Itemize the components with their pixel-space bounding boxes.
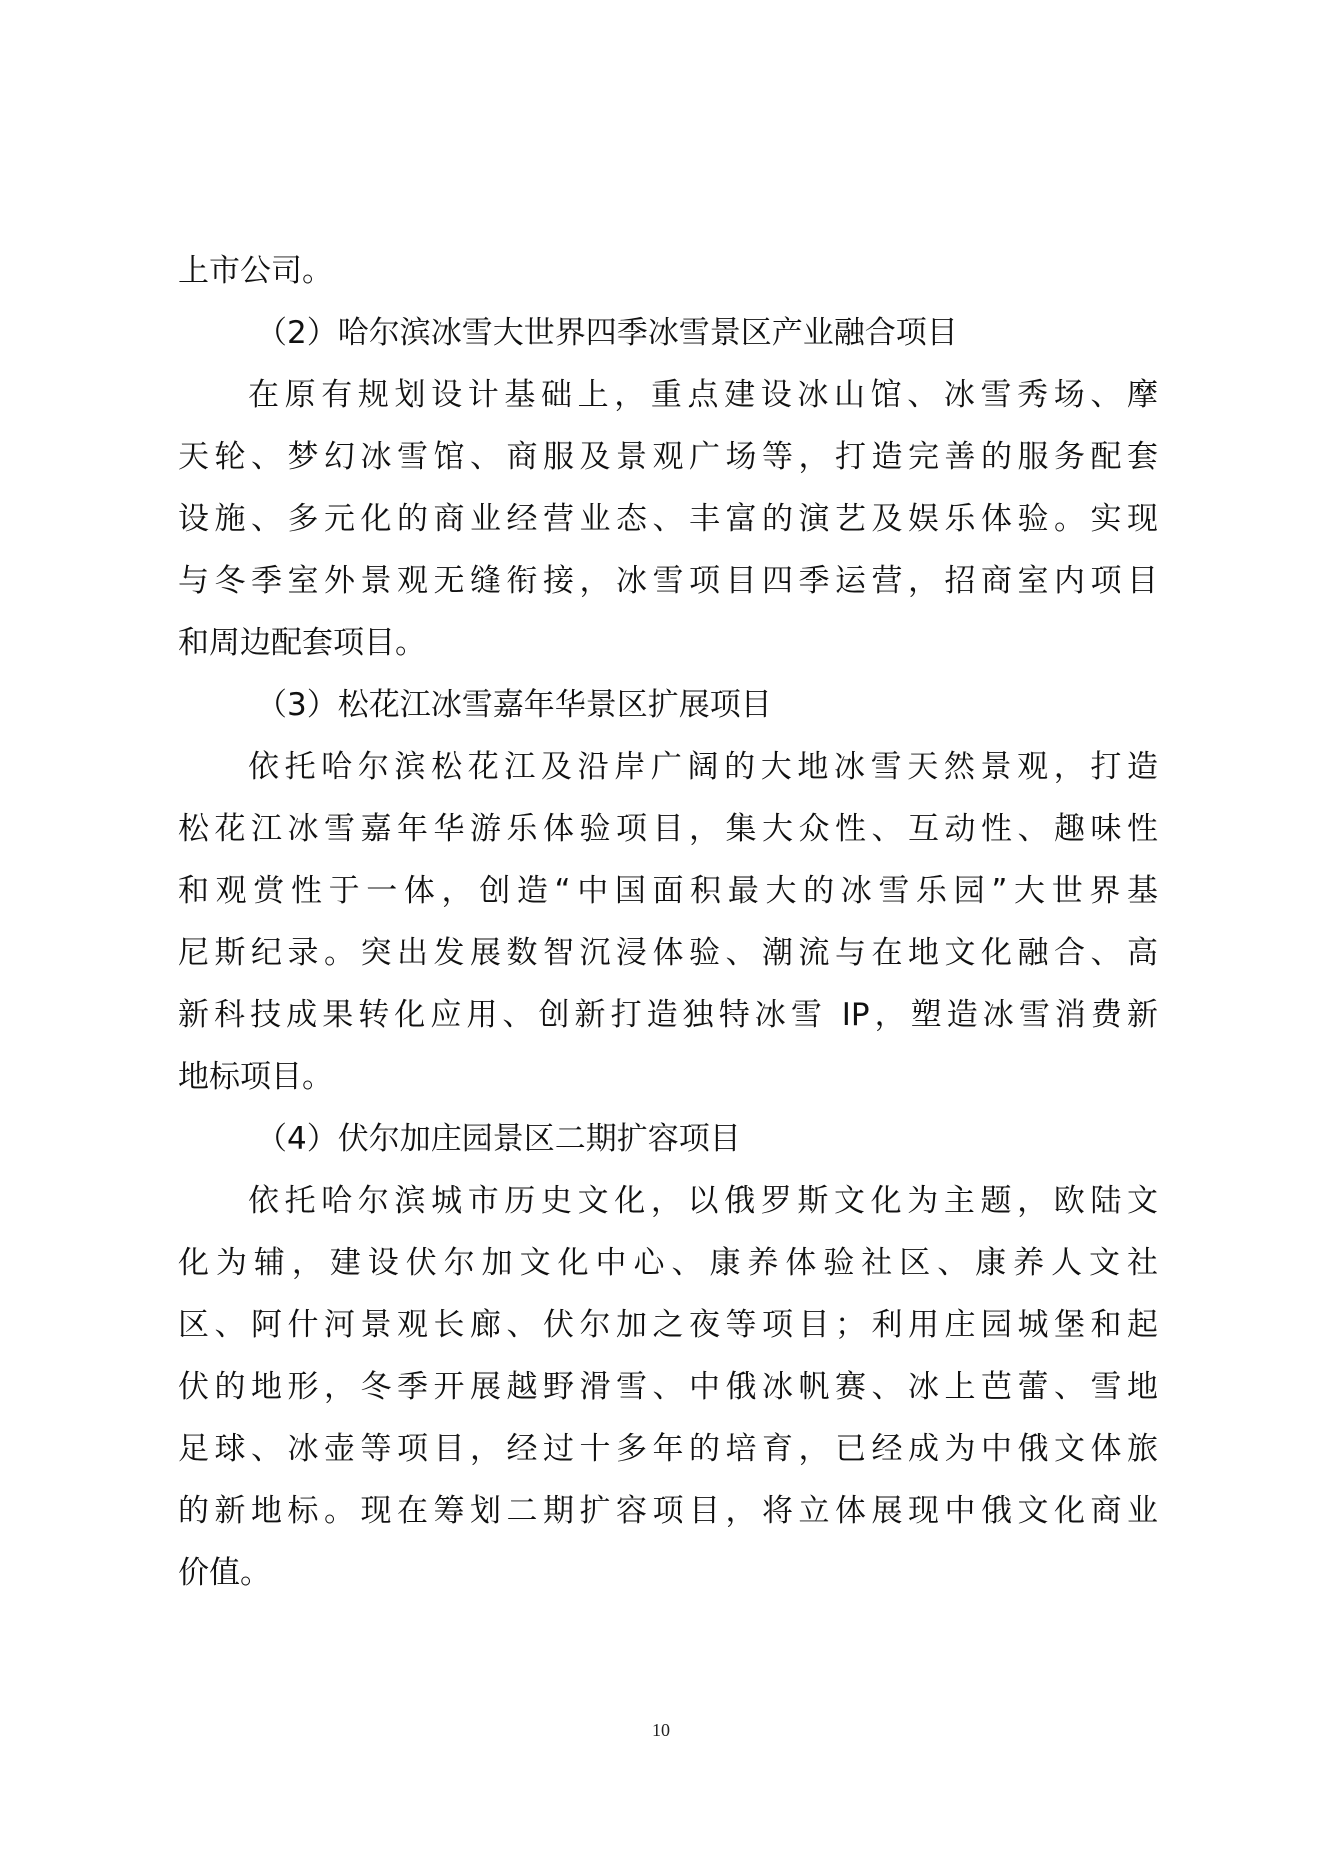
section-heading: （4）伏尔加庄园景区二期扩容项目 [256, 1121, 741, 1157]
text-line: 的新地标。现在筹划二期扩容项目，将立体展现中俄文化商业 [178, 1493, 1158, 1529]
page-number: 10 [652, 1720, 670, 1740]
text-line: 天轮、梦幻冰雪馆、商服及景观广场等，打造完善的服务配套 [178, 439, 1158, 475]
section-heading: （2）哈尔滨冰雪大世界四季冰雪景区产业融合项目 [256, 315, 958, 351]
text-line: 地标项目。 [178, 1059, 333, 1095]
text-line: 化为辅，建设伏尔加文化中心、康养体验社区、康养人文社 [178, 1245, 1158, 1281]
body-text [178, 240, 1158, 1604]
text-line: 伏的地形，冬季开展越野滑雪、中俄冰帆赛、冰上芭蕾、雪地 [178, 1369, 1158, 1405]
paragraph-first-line: 依托哈尔滨城市历史文化，以俄罗斯文化为主题，欧陆文 [248, 1183, 1158, 1219]
text-line: 区、阿什河景观长廊、伏尔加之夜等项目；利用庄园城堡和起 [178, 1307, 1158, 1343]
paragraph-first-line: 在原有规划设计基础上，重点建设冰山馆、冰雪秀场、摩 [248, 377, 1158, 413]
text-line: 新科技成果转化应用、创新打造独特冰雪 IP，塑造冰雪消费新 [178, 997, 1158, 1033]
text-line: 尼斯纪录。突出发展数智沉浸体验、潮流与在地文化融合、高 [178, 935, 1158, 971]
text-line: 和周边配套项目。 [178, 625, 426, 661]
text-line: 与冬季室外景观无缝衔接，冰雪项目四季运营，招商室内项目 [178, 563, 1158, 599]
text-line: 价值。 [178, 1555, 271, 1591]
text-line: 设施、多元化的商业经营业态、丰富的演艺及娱乐体验。实现 [178, 501, 1158, 537]
paragraph-first-line: 依托哈尔滨松花江及沿岸广阔的大地冰雪天然景观，打造 [248, 749, 1158, 785]
section-heading: （3）松花江冰雪嘉年华景区扩展项目 [256, 687, 772, 723]
text-line: 足球、冰壶等项目，经过十多年的培育，已经成为中俄文体旅 [178, 1431, 1158, 1467]
text-line: 上市公司。 [178, 253, 333, 289]
text-line: 松花江冰雪嘉年华游乐体验项目，集大众性、互动性、趣味性 [178, 811, 1158, 847]
text-line: 和观赏性于一体，创造“中国面积最大的冰雪乐园”大世界基 [178, 873, 1158, 909]
